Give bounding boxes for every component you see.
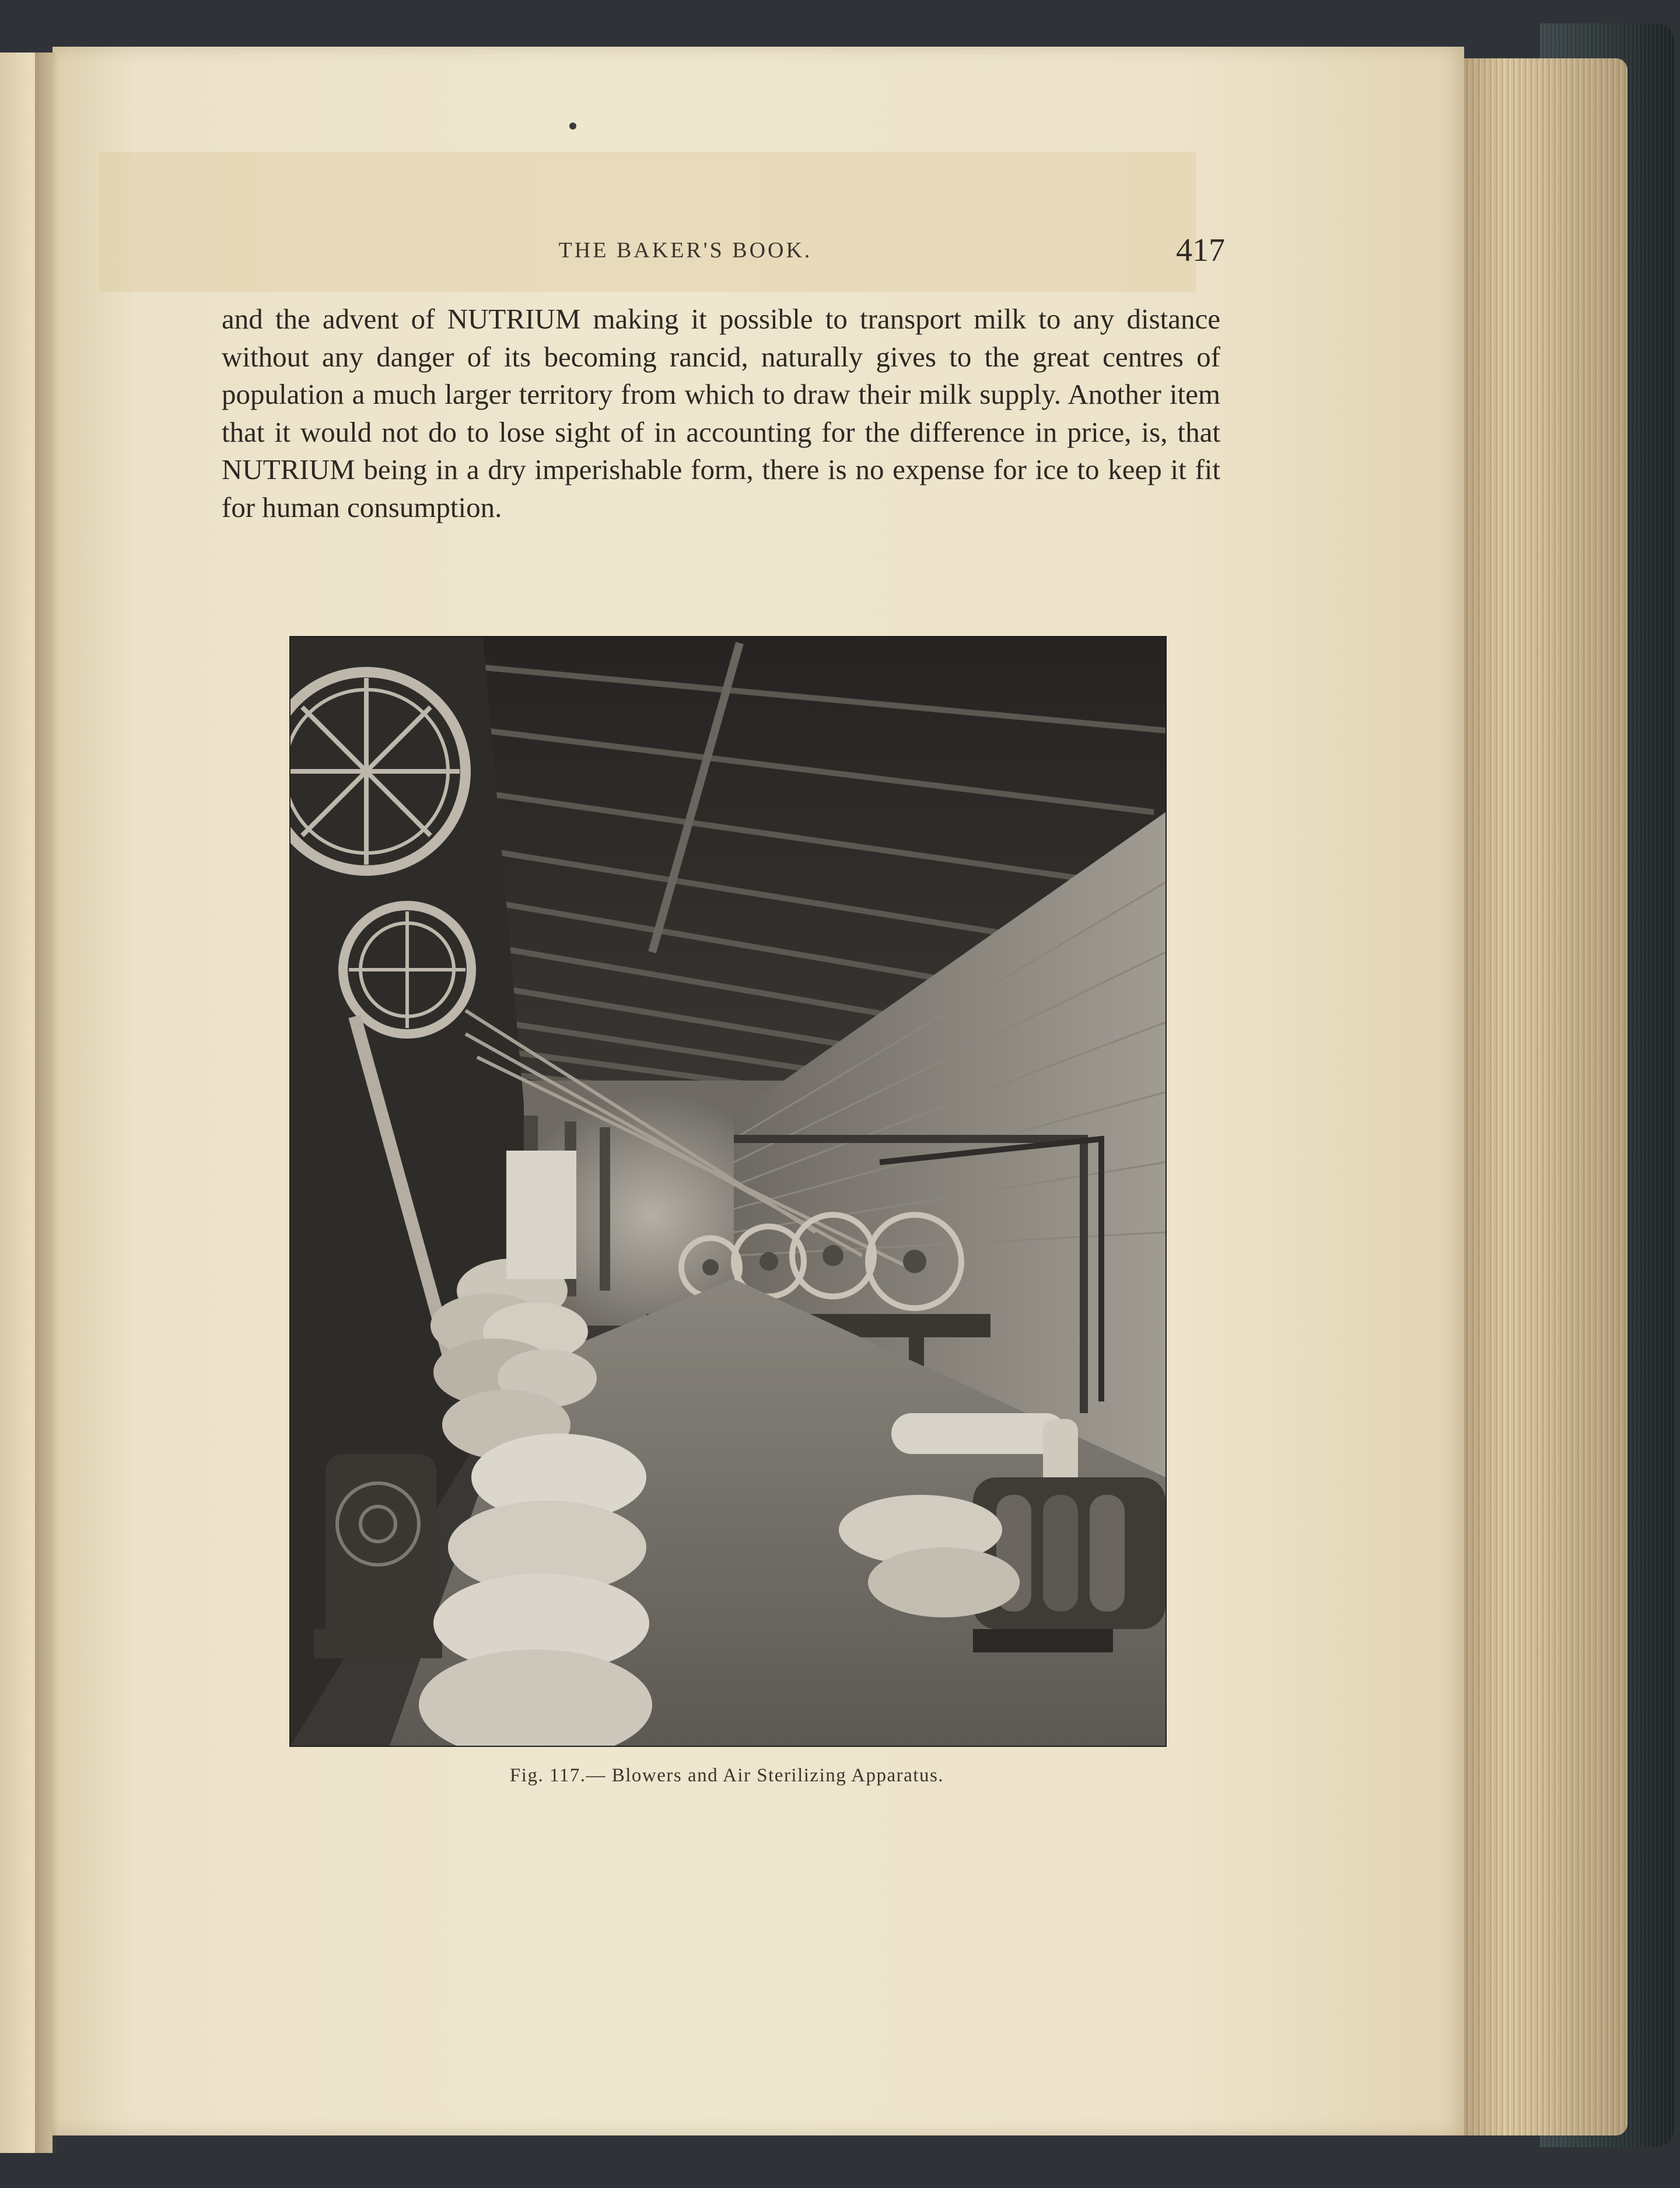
factory-interior-illustration xyxy=(290,637,1166,1746)
page-number: 417 xyxy=(1176,232,1225,268)
paragraph: and the advent of NUTRIUM making it possible to transport milk to any distance without any danger of its becoming rancid, naturally gives to the great centres of population a much larger territory from which to draw their milk supply. Another item that it would not do to lose sight of in accounting for the difference in price, is, that NUTRIUM being in a dry imperishable form, there is no expense for ice to keep it fit for human consumption. xyxy=(222,303,1220,523)
ink-spot xyxy=(569,123,576,130)
body-text xyxy=(222,300,1220,526)
running-title: THE BAKER'S BOOK. xyxy=(558,238,813,263)
page-gutter xyxy=(35,53,58,2153)
figure-photograph xyxy=(289,636,1167,1747)
figure-caption: Fig. 117.— Blowers and Air Sterilizing Apparatus. xyxy=(509,1765,944,1786)
running-header xyxy=(146,232,1225,272)
